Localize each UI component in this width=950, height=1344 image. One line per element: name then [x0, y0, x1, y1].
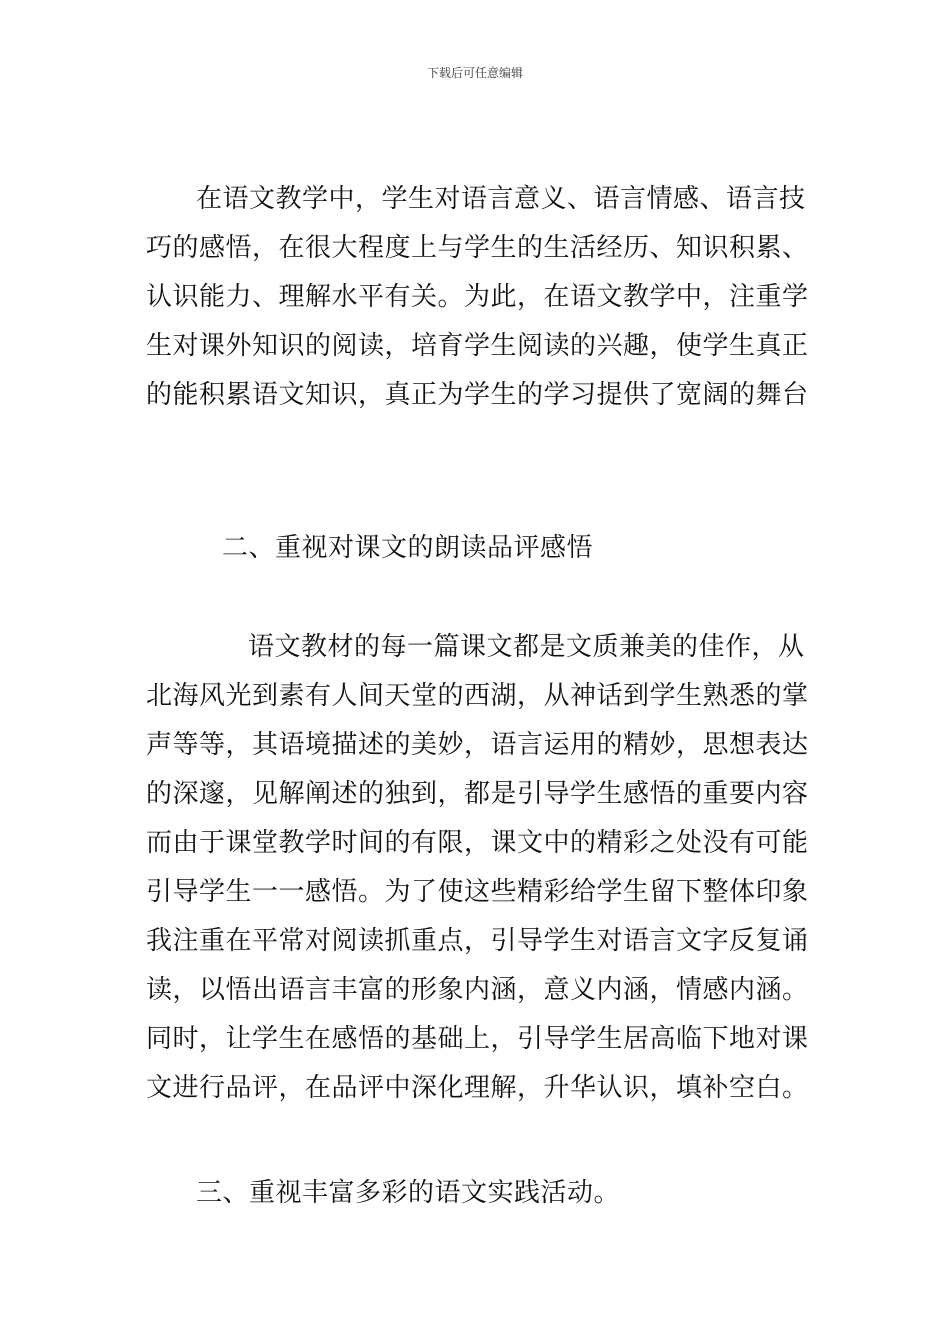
- paragraph-line: 声等等，其语境描述的美妙，语言运用的精妙，思想表达: [146, 730, 809, 760]
- paragraph-line: 认识能力、理解水平有关。为此，在语文教学中，注重学: [146, 282, 809, 312]
- paragraph-line: 的能积累语文知识，真正为学生的学习提供了宽阔的舞台: [146, 380, 809, 410]
- paragraph-line: 而由于课堂教学时间的有限，课文中的精彩之处没有可能: [146, 828, 809, 858]
- section-heading-3: 三、重视丰富多彩的语文实践活动。: [196, 1178, 621, 1208]
- paragraph-line: 生对课外知识的阅读，培育学生阅读的兴趣，使学生真正: [146, 331, 809, 361]
- paragraph-line: 同时，让学生在感悟的基础上，引导学生居高临下地对课: [146, 1024, 809, 1054]
- paragraph-line: 语文教材的每一篇课文都是文质兼美的佳作，从: [248, 632, 805, 662]
- paragraph-line: 北海风光到素有人间天堂的西湖，从神话到学生熟悉的掌: [146, 681, 809, 711]
- paragraph-line: 的深邃，见解阐述的独到，都是引导学生感悟的重要内容: [146, 779, 809, 809]
- paragraph-line: 巧的感悟，在很大程度上与学生的生活经历、知识积累、: [146, 233, 809, 263]
- paragraph-line: 文进行品评，在品评中深化理解，升华认识，填补空白。: [146, 1073, 809, 1103]
- paragraph-line: 在语文教学中，学生对语言意义、语言情感、语言技: [196, 184, 806, 214]
- paragraph-line: 引导学生一一感悟。为了使这些精彩给学生留下整体印象: [146, 877, 809, 907]
- section-heading-2: 二、重视对课文的朗读品评感悟: [222, 533, 594, 563]
- paragraph-line: 读，以悟出语言丰富的形象内涵，意义内涵，情感内涵。: [146, 975, 809, 1005]
- paragraph-line: 我注重在平常对阅读抓重点，引导学生对语言文字反复诵: [146, 926, 809, 956]
- page-header: 下载后可任意编辑: [426, 66, 523, 80]
